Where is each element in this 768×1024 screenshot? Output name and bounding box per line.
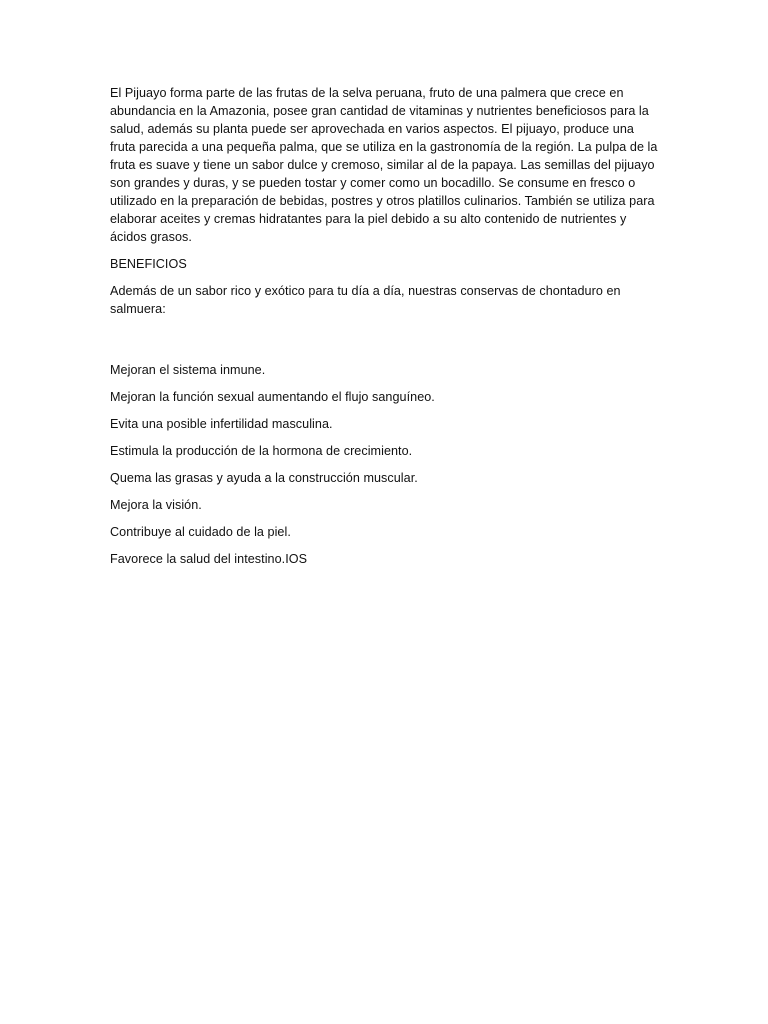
benefit-item: Mejoran el sistema inmune. <box>110 363 266 377</box>
benefit-item: Contribuye al cuidado de la piel. <box>110 525 291 539</box>
benefits-list <box>110 361 662 568</box>
benefit-item: Evita una posible infertilidad masculina. <box>110 417 333 431</box>
benefit-item: Quema las grasas y ayuda a la construcción muscular. <box>110 471 418 485</box>
intro-paragraph: El Pijuayo forma parte de las frutas de la selva peruana, fruto de una palmera que crece en abundancia en la Amazonia, posee gran cantidad de vitaminas y nutrientes beneficiosos para la salud, además su planta puede ser aprovechada en varios aspectos. El pijuayo, produce una fruta parecida a una pequeña palma, que se utiliza en la gastronomía de la región. La pulpa de la fruta es suave y tiene un sabor dulce y cremoso, similar al de la papaya. Las semillas del pijuayo son grandes y duras, y se pueden tostar y comer como un bocadillo. Se consume en fresco o utilizado en la preparación de bebidas, postres y otros platillos culinarios. También se utiliza para elaborar aceites y cremas hidratantes para la piel debido a su alto contenido de nutrientes y ácidos grasos. <box>110 86 658 244</box>
benefit-item: Mejora la visión. <box>110 498 202 512</box>
benefit-item: Mejoran la función sexual aumentando el flujo sanguíneo. <box>110 390 435 404</box>
benefit-item: Estimula la producción de la hormona de crecimiento. <box>110 444 413 458</box>
section-heading: BENEFICIOS <box>110 257 187 271</box>
benefit-item: Favorece la salud del intestino.IOS <box>110 552 308 566</box>
lead-paragraph: Además de un sabor rico y exótico para tu día a día, nuestras conservas de chontaduro en salmuera: <box>110 284 621 316</box>
document-body <box>110 84 662 577</box>
